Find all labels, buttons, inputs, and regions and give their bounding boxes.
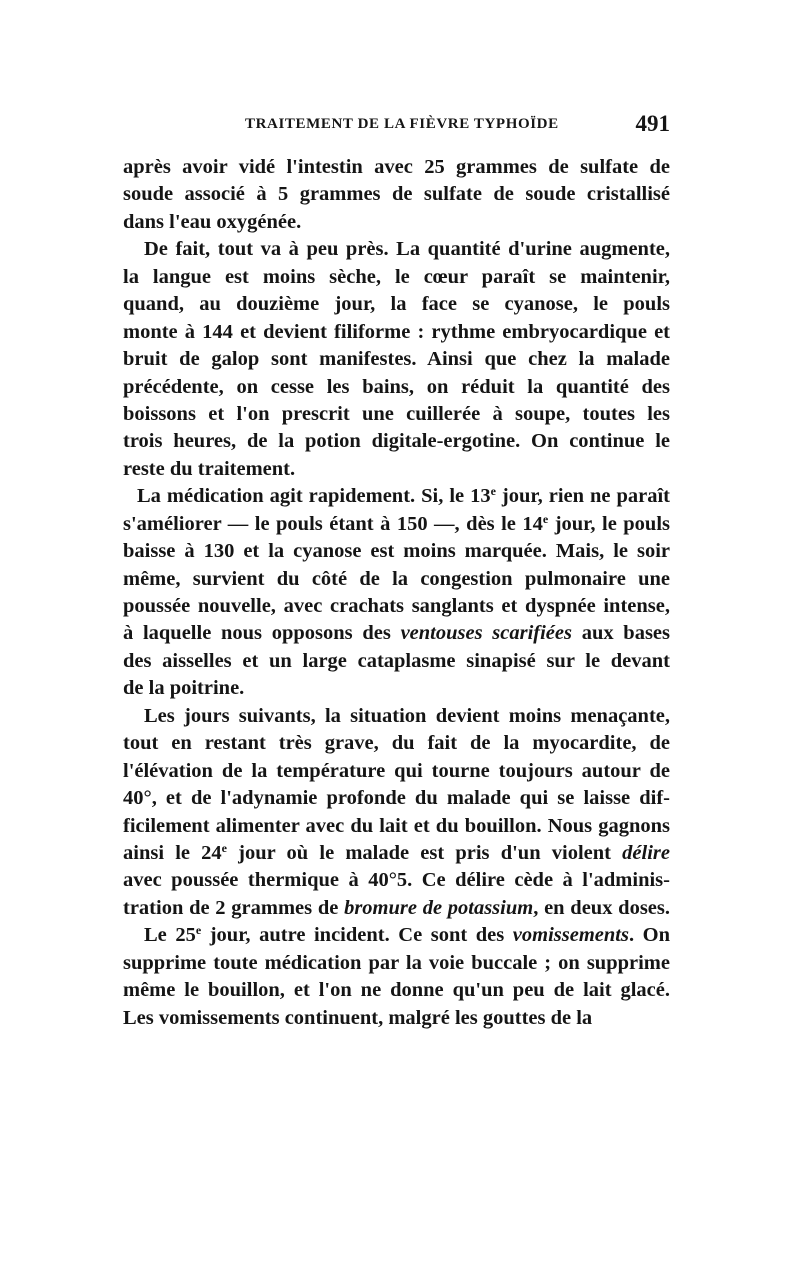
text-segment: monte à 144 et devient filiforme : rythme embryocardique et: [123, 320, 670, 343]
text-line: [123, 950, 670, 977]
text-line: [123, 236, 670, 263]
text-segment: Les jours suivants, la situation devient moins menaçante,: [144, 704, 670, 727]
text-line: [123, 1005, 670, 1032]
text-line: [123, 675, 670, 702]
text-line: [123, 703, 670, 730]
body-text: [123, 154, 670, 1032]
text-segment: reste du traitement.: [123, 457, 296, 480]
text-segment: . On: [628, 924, 670, 947]
text-segment: jour, rien ne paraît: [495, 485, 670, 508]
text-line: [123, 730, 670, 757]
text-line: [123, 319, 670, 346]
text-line: [123, 538, 670, 565]
text-segment: La médication agit rapidement. Si, le 13: [137, 485, 491, 508]
text-line: [123, 291, 670, 318]
text-segment: jour, le pouls: [548, 512, 670, 535]
text-segment: Le 25: [144, 924, 196, 947]
text-segment: poussée nouvelle, avec crachats sanglants et dyspnée intense,: [123, 595, 670, 617]
running-title: TRAITEMENT DE LA FIÈVRE TYPHOÏDE: [245, 116, 559, 132]
italic-term: ventouses scarifiées: [400, 622, 572, 645]
text-segment: tration de 2 grammes de: [123, 896, 345, 919]
text-segment: l'élévation de la température qui tourne toujours autour de: [123, 759, 670, 782]
text-segment: trois heures, de la potion digitale-ergotine. On continue le: [123, 430, 670, 453]
text-line: [123, 593, 670, 620]
text-line: [123, 785, 670, 812]
text-segment: même, survient du côté de la congestion pulmonaire une: [123, 567, 670, 590]
text-segment: dans l'eau oxygénée.: [123, 210, 302, 233]
page-number: 491: [635, 111, 670, 136]
superscript: e: [221, 840, 227, 855]
text-segment: supprime toute médication par la voie buccale ; on supprime: [123, 951, 670, 974]
text-segment: de la poitrine.: [123, 677, 245, 700]
text-segment: même le bouillon, et l'on ne donne qu'un peu de lait glacé.: [123, 979, 670, 1002]
text-line: [123, 456, 670, 483]
italic-term: vomissements: [512, 924, 629, 947]
text-segment: après avoir vidé l'intestin avec 25 grammes de sulfate de: [123, 156, 670, 178]
text-segment: ficilement alimenter avec du lait et du bouillon. Nous gagnons: [123, 814, 670, 837]
text-line: [123, 181, 670, 208]
text-segment: boissons et l'on prescrit une cuillerée à soupe, toutes les: [123, 402, 670, 425]
superscript: e: [542, 511, 549, 526]
text-line: [123, 840, 670, 867]
text-segment: précédente, on cesse les bains, on réduit la quantité des: [123, 375, 670, 398]
text-line: [123, 209, 670, 236]
text-line: [123, 566, 670, 593]
text-line: [123, 511, 670, 538]
text-segment: quand, au douzième jour, la face se cyanose, le pouls: [123, 293, 670, 316]
text-line: [123, 977, 670, 1004]
text-line: [123, 813, 670, 840]
text-line: [123, 483, 670, 510]
text-segment: De fait, tout va à peu près. La quantité d'urine augmente,: [144, 238, 670, 261]
superscript: e: [195, 923, 202, 938]
text-segment: soude associé à 5 grammes de sulfate de soude cristallisé: [123, 183, 670, 206]
text-segment: bruit de galop sont manifestes. Ainsi que chez la malade: [123, 348, 670, 371]
text-segment: , en deux doses.: [533, 896, 670, 919]
italic-term: bromure de potassium: [344, 896, 534, 919]
text-line: [123, 428, 670, 455]
text-line: [123, 346, 670, 373]
text-segment: 40°, et de l'adynamie profonde du malade qui se laisse dif-: [123, 787, 670, 810]
text-line: [123, 264, 670, 291]
text-line: [123, 867, 670, 894]
text-segment: ainsi le 24: [123, 841, 222, 864]
text-segment: s'améliorer — le pouls étant à 150 —, dès le 14: [123, 512, 543, 535]
text-line: [123, 895, 670, 922]
text-segment: jour où le malade est pris d'un violent: [227, 841, 623, 864]
text-segment: baisse à 130 et la cyanose est moins marquée. Mais, le soir: [123, 540, 670, 563]
text-line: [123, 620, 670, 647]
running-header: [123, 111, 670, 142]
italic-term: délire: [622, 841, 670, 864]
text-segment: à laquelle nous opposons des: [123, 622, 401, 645]
text-line: [123, 374, 670, 401]
text-segment: la langue est moins sèche, le cœur paraît se maintenir,: [123, 265, 670, 288]
text-segment: aux bases: [571, 622, 670, 645]
text-segment: tout en restant très grave, du fait de la myocardite, de: [123, 732, 670, 755]
text-line: [123, 648, 670, 675]
text-line: [123, 922, 670, 949]
text-line: [123, 758, 670, 785]
text-line: [123, 154, 670, 181]
text-segment: avec poussée thermique à 40°5. Ce délire cède à l'adminis-: [123, 869, 670, 892]
text-segment: jour, autre incident. Ce sont des: [201, 924, 513, 947]
superscript: e: [490, 484, 496, 499]
text-segment: Les vomissements continuent, malgré les gouttes de la: [123, 1006, 593, 1029]
text-line: [123, 401, 670, 428]
text-segment: des aisselles et un large cataplasme sinapisé sur le devant: [123, 649, 670, 672]
